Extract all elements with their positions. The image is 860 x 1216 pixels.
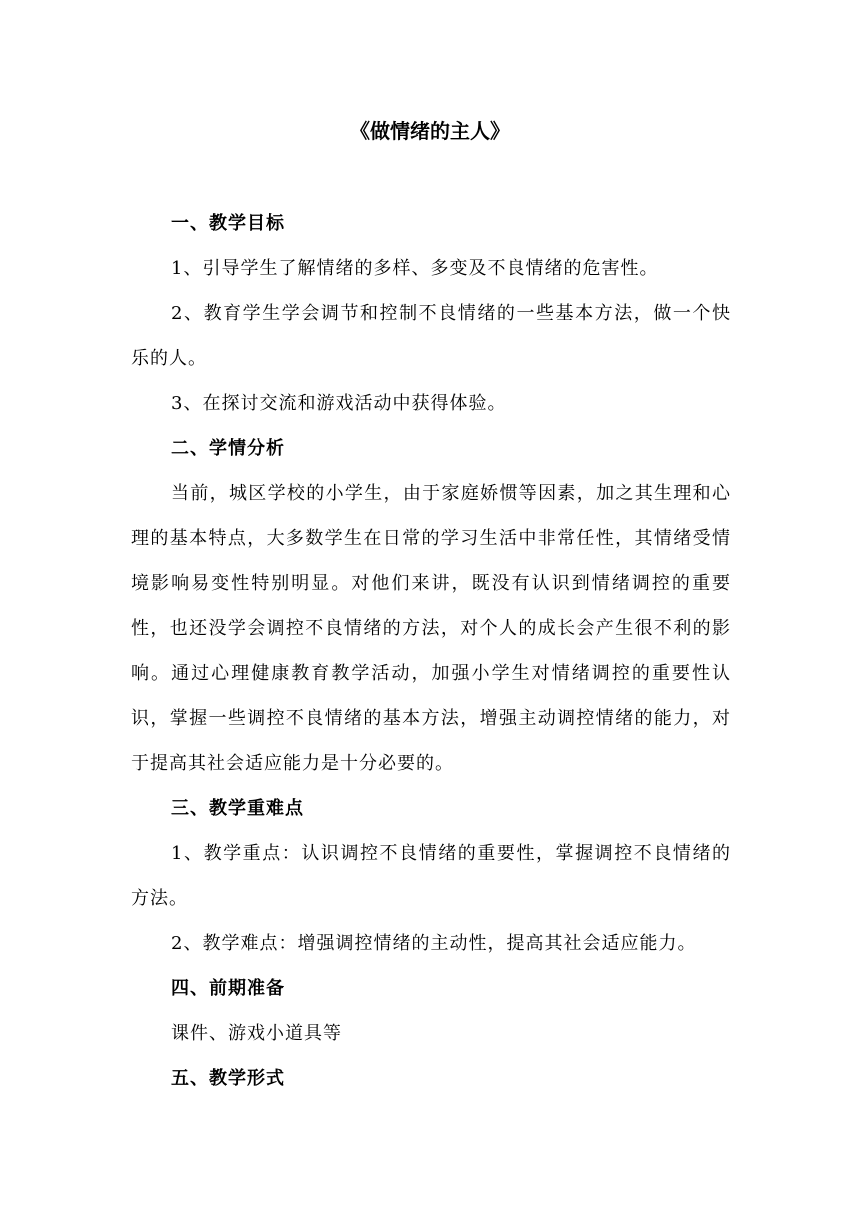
key-point-item-1: 1、教学重点：认识调控不良情绪的重要性，掌握调控不良情绪的方法。 [131, 843, 731, 909]
section-heading-teaching-form: 五、教学形式 [171, 1068, 285, 1089]
document-body [131, 201, 731, 1101]
objective-item-3: 3、在探讨交流和游戏活动中获得体验。 [171, 393, 507, 414]
key-point-item-2: 2、教学难点：增强调控情绪的主动性，提高其社会适应能力。 [171, 933, 697, 954]
section-heading-analysis: 二、学情分析 [171, 438, 285, 459]
objective-item-2: 2、教育学生学会调节和控制不良情绪的一些基本方法，做一个快乐的人。 [131, 303, 731, 369]
analysis-paragraph: 当前，城区学校的小学生，由于家庭娇惯等因素，加之其生理和心理的基本特点，大多数学生在日常的学习生活中非常任性，其情绪受情境影响易变性特别明显。对他们来讲，既没有认识到情绪调控的重要性，也还没学会调控不良情绪的方法，对个人的成长会产生很不利的影响。通过心理健康教育教学活动，加强小学生对情绪调控的重要性认识，掌握一些调控不良情绪的基本方法，增强主动调控情绪的能力，对于提高其社会适应能力是十分必要的。 [131, 483, 731, 774]
objective-item-1: 1、引导学生了解情绪的多样、多变及不良情绪的危害性。 [171, 258, 659, 279]
section-heading-objectives: 一、教学目标 [171, 213, 285, 234]
section-heading-key-points: 三、教学重难点 [171, 798, 304, 819]
document-title: 《做情绪的主人》 [350, 119, 510, 143]
preparation-text: 课件、游戏小道具等 [171, 1023, 342, 1044]
section-heading-preparation: 四、前期准备 [171, 978, 285, 999]
